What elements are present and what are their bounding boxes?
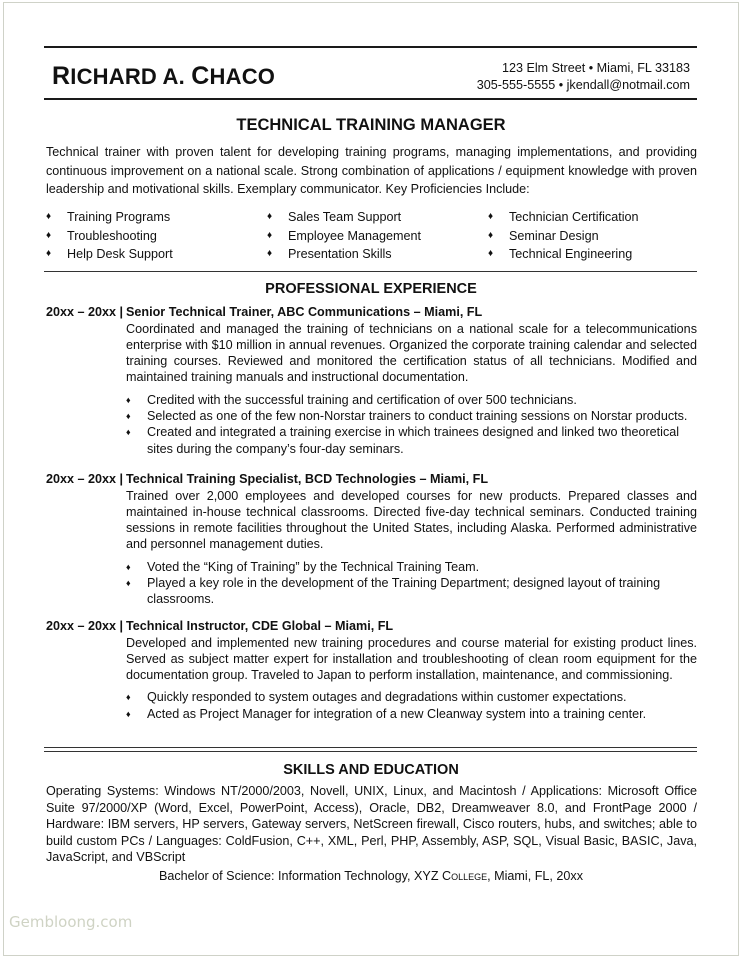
diamond-bullet-icon: ♦ [267, 211, 273, 222]
diamond-bullet-icon: ♦ [488, 211, 494, 222]
summary-paragraph: Technical trainer with proven talent for developing training programs, managing implementations, and providing continuous improvement on a national scale. Strong combination of applications / equipment knowledge with proven leadership and motivational skills. Exemplary communicator. Key Proficiencies Include: [46, 145, 697, 196]
diamond-bullet-icon: ♦ [46, 229, 52, 241]
job-dates: 20xx – 20xx | [46, 472, 124, 486]
diamond-bullet-icon: ♦ [267, 248, 273, 259]
list-item [126, 408, 697, 424]
degree-college: College [442, 869, 488, 883]
diamond-bullet-icon: ♦ [46, 248, 52, 259]
diamond-bullet-icon: ♦ [46, 211, 52, 222]
job-body [126, 488, 697, 608]
diamond-bullet-icon: ♦ [126, 394, 131, 405]
diamond-bullet-icon: ♦ [126, 577, 131, 588]
job-description: Coordinated and managed the training of technicians on a national scale for a telecommunications enterprise with $10 million in annual revenues. Organized the corporate training calendar and selected training courses. Reviewed and monitored the certification status of all technicians. Modified and maintained training manuals and instructional documentation. [126, 321, 697, 385]
diamond-bullet-icon: ♦ [126, 410, 131, 421]
section-divider [44, 271, 697, 272]
diamond-bullet-icon: ♦ [126, 708, 131, 719]
job-header [46, 304, 697, 321]
section-divider [44, 751, 697, 752]
bullet-text: Played a key role in the development of the Training Department; designed layout of training classrooms. [147, 575, 661, 607]
list-item [126, 559, 697, 575]
contact-block [477, 60, 690, 94]
bullet-text: Acted as Project Manager for integration of a new Cleanway system into a training center. [147, 706, 647, 721]
job-dates: 20xx – 20xx | [46, 619, 124, 633]
name-last-rest: HACO [209, 64, 276, 89]
job-body [126, 635, 697, 722]
bullet-text: Credited with the successful training and certification of over 500 technicians. [147, 392, 577, 407]
job-entry [46, 618, 697, 722]
proficiency-item [267, 227, 488, 246]
proficiency-label: Troubleshooting [67, 228, 157, 243]
job-role: Technical Training Specialist, BCD Technologies – Miami, FL [126, 472, 489, 486]
proficiency-label: Technician Certification [509, 210, 639, 224]
proficiencies-grid [46, 208, 697, 264]
candidate-name [52, 62, 275, 91]
job-entry [46, 471, 697, 608]
job-role: Senior Technical Trainer, ABC Communications – Miami, FL [126, 305, 483, 319]
proficiency-item [46, 245, 267, 264]
job-description: Developed and implemented new training procedures and course material for existing product lines. Served as subject matter expert for installation and troubleshooting of clean room equipment for the documentation group. Traveled to Japan to perform installation, maintenance, and commissioning. [126, 635, 697, 683]
proficiency-label: Employee Management [288, 228, 422, 243]
bullet-text: Quickly responded to system outages and degradations within customer expectations. [147, 690, 627, 705]
name-middle: A. [162, 64, 185, 89]
bullet-text: Selected as one of the few non-Norstar trainers to conduct training sessions on Norstar products. [147, 408, 688, 423]
proficiency-label: Seminar Design [509, 228, 599, 243]
diamond-bullet-icon: ♦ [126, 427, 131, 438]
skills-heading: SKILLS AND EDUCATION [283, 762, 459, 778]
watermark: Gembloong.com [9, 913, 133, 931]
list-item [126, 706, 697, 722]
diamond-bullet-icon: ♦ [267, 229, 273, 241]
name-first-rest: ICHARD [70, 64, 158, 89]
resume-title: TECHNICAL TRAINING MANAGER [236, 116, 506, 134]
list-item [126, 575, 697, 608]
degree-prefix: Bachelor of Science: Information Technology, XYZ [158, 869, 443, 883]
proficiency-label: Presentation Skills [288, 247, 392, 261]
header-rule-top [44, 46, 697, 48]
proficiency-label: Technical Engineering [509, 247, 633, 261]
job-header [46, 471, 697, 488]
list-item [126, 689, 697, 705]
proficiency-item [488, 245, 697, 264]
experience-heading: PROFESSIONAL EXPERIENCE [265, 281, 477, 297]
diamond-bullet-icon: ♦ [488, 248, 494, 259]
job-bullets [126, 559, 697, 608]
job-body [126, 321, 697, 457]
name-last-initial: C [191, 62, 210, 90]
header-rule-bottom [44, 98, 697, 100]
proficiency-label: Help Desk Support [67, 247, 173, 261]
degree-line [0, 868, 742, 885]
diamond-bullet-icon: ♦ [126, 561, 131, 572]
job-bullets [126, 689, 697, 722]
skills-paragraph: Operating Systems: Windows NT/2000/2003, Novell, UNIX, Linux, and Macintosh / Applications: Microsoft Office Suite 97/2000/XP (Word, Excel, PowerPoint, Access), Oracle, DB2, Dreamweaver 8.0, and FrontPage 2000 / Hardware: IBM servers, HP servers, Gateway servers, NetScreen firewall, Cisco routers, hubs, and switches; able to build custom PCs / Languages: ColdFusion, C++, XML, Perl, PHP, Assembly, ASP, SQL, Visual Basic, BASIC, Java, JavaScript, and VBScript [46, 784, 697, 864]
proficiency-item [46, 208, 267, 227]
job-entry [46, 304, 697, 457]
diamond-bullet-icon: ♦ [488, 229, 494, 241]
list-item [126, 392, 697, 408]
contact-phone-email: 305-555-5555 • jkendall@notmail.com [476, 78, 690, 92]
job-description: Trained over 2,000 employees and developed courses for new products. Prepared classes and maintained in-house technical classrooms. Directed five-day technical seminars. Conducted training sessions in remote facilities throughout the United States, including Alaska. Performed administrative and personnel management duties. [126, 488, 697, 552]
section-divider [44, 747, 697, 748]
proficiency-item [267, 208, 488, 227]
proficiency-item [267, 245, 488, 264]
job-bullets [126, 392, 697, 457]
bullet-text: Voted the “King of Training” by the Technical Training Team. [147, 559, 480, 574]
job-role: Technical Instructor, CDE Global – Miami, FL [126, 619, 394, 633]
proficiency-item [488, 227, 697, 246]
diamond-bullet-icon: ♦ [126, 692, 131, 703]
proficiency-label: Training Programs [67, 210, 171, 224]
name-first-initial: R [52, 62, 71, 90]
proficiency-label: Sales Team Support [288, 210, 402, 224]
list-item [126, 424, 697, 457]
bullet-text: Created and integrated a training exercise in which trainees designed and linked two theoretical sites during the company’s four-day seminars. [147, 425, 680, 456]
contact-address: 123 Elm Street • Miami, FL 33183 [501, 61, 690, 75]
job-dates: 20xx – 20xx | [46, 305, 124, 319]
degree-suffix: , Miami, FL, 20xx [487, 869, 584, 883]
proficiency-item [46, 227, 267, 246]
proficiency-item [488, 208, 697, 227]
job-header [46, 618, 697, 635]
